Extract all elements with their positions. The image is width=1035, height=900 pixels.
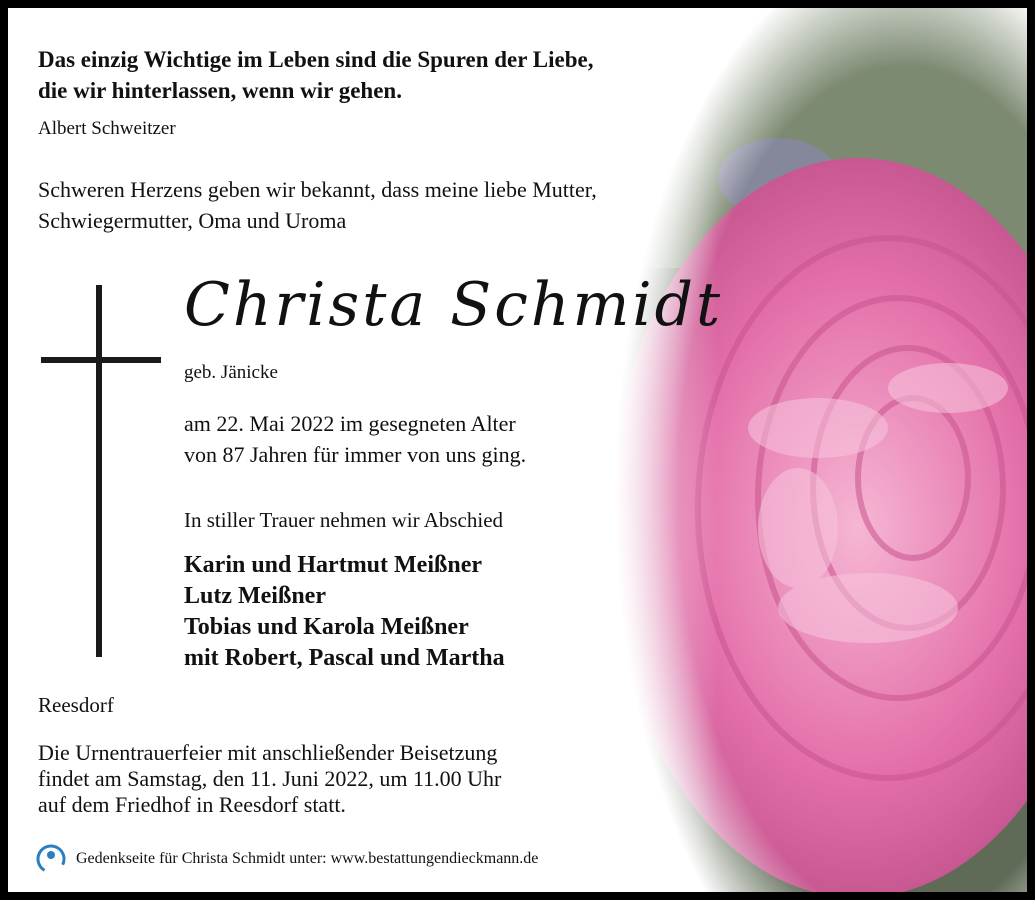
deceased-name: Christa Schmidt: [184, 270, 724, 340]
quote-author: Albert Schweitzer: [38, 118, 176, 139]
quote-line: die wir hinterlassen, wenn wir gehen.: [38, 78, 402, 103]
mourner: mit Robert, Pascal und Martha: [184, 645, 505, 671]
funeral-line: Die Urnentrauerfeier mit anschließender Beisetzung: [38, 740, 498, 765]
place: Reesdorf: [38, 693, 114, 717]
footer-text[interactable]: Gedenkseite für Christa Schmidt unter: www.bestattungendieckmann.de: [76, 850, 539, 867]
funeral-line: auf dem Friedhof in Reesdorf statt.: [38, 792, 346, 817]
intro-line: Schweren Herzens geben wir bekannt, dass meine liebe Mutter,: [38, 177, 597, 202]
notice-content: [8, 8, 1035, 892]
footer: [36, 844, 538, 874]
mourner: Tobias und Karola Meißner: [184, 614, 469, 640]
death-line: am 22. Mai 2022 im gesegneten Alter: [184, 411, 516, 436]
funeral-line: findet am Samstag, den 11. Juni 2022, um 11.00 Uhr: [38, 766, 502, 791]
intro-line: Schwiegermutter, Oma und Uroma: [38, 208, 347, 233]
cross-icon-bar: [41, 357, 161, 363]
cross-icon: [96, 285, 102, 657]
mourner: Karin und Hartmut Meißner: [184, 552, 482, 578]
death-text: [184, 408, 526, 470]
quote-line: Das einzig Wichtige im Leben sind die Spuren der Liebe,: [38, 47, 594, 72]
intro-text: [38, 174, 597, 236]
quote: [38, 44, 593, 106]
funeral-info: [38, 740, 501, 818]
mourners-list: [184, 550, 505, 674]
memorial-logo-icon: [36, 844, 66, 874]
mourner: Lutz Meißner: [184, 583, 326, 609]
birth-name: geb. Jänicke: [184, 362, 278, 383]
farewell-text: In stiller Trauer nehmen wir Abschied: [184, 508, 504, 532]
death-line: von 87 Jahren für immer von uns ging.: [184, 442, 527, 467]
